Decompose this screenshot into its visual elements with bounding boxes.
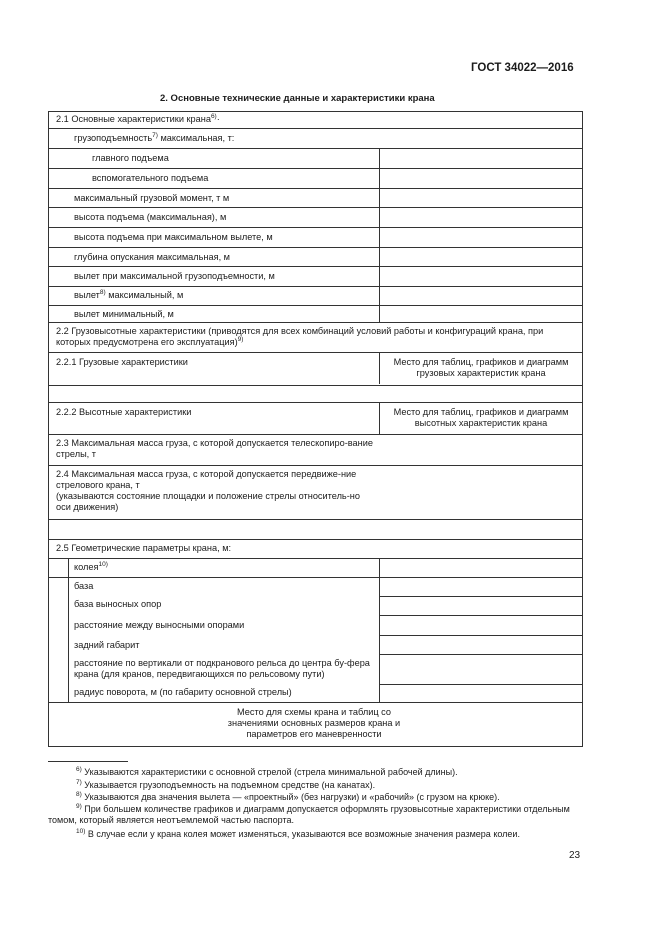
max-moment-label: максимальный грузовой момент, т м (74, 193, 230, 203)
row-lift-height (49, 207, 582, 227)
aux-hoist-label: вспомогательного подъема (92, 173, 209, 183)
lift-capacity-label: грузоподъемность$^{7)}$ максимальная, т: (74, 132, 235, 143)
lift-height-label: высота подъема (максимальная), м (74, 212, 227, 222)
row-blank (49, 519, 582, 539)
outrigger-base-label: база выносных опор (74, 599, 162, 609)
row-2-2-label: 2.2 Грузовысотные характеристики (приводятся для всех комбинаций условий работы и конфигураций крана, при которых предусмотрена его эксплуатация)$^{9)}$ (56, 326, 544, 348)
lift-height-max-reach-label: высота подъема при максимальном вылете, м (74, 232, 273, 242)
footnote-divider (48, 761, 128, 762)
row-2-2 (49, 322, 582, 352)
row-outrigger-base (49, 596, 582, 615)
footnote-7: $^{7)}$ Указывается грузоподъемность на подъемном средстве (на канатах). (76, 779, 376, 790)
row-2-2-2-label: 2.2.2 Высотные характеристики (56, 407, 192, 417)
row-2-2-1-label: 2.2.1 Грузовые характеристики (56, 357, 188, 367)
row-2-4-note: (указываются состояние площадки и положение стрелы относитель-но оси движения) (56, 491, 360, 513)
row-rear-clearance (49, 635, 582, 654)
load-chart-placeholder: Место для таблиц, графиков и диаграмм грузовых характеристик крана (379, 353, 582, 384)
base-label: база (74, 581, 94, 591)
rear-clearance-label: задний габарит (74, 640, 140, 650)
row-lift-capacity (49, 128, 582, 148)
row-2-5-label: 2.5 Геометрические параметры крана, м: (56, 543, 232, 553)
reach-max-load-label: вылет при максимальной грузоподъемности, м (74, 271, 275, 281)
row-reach-min (49, 305, 582, 322)
row-2-4-label: 2.4 Максимальная масса груза, с которой допускается передвиже-ние стрелового крана, т (указываются состояние площадки и положение стрелы относитель-но оси движения) (53, 466, 378, 519)
row-lift-height-max-reach (49, 227, 582, 247)
rail-buffer-label: расстояние по вертикали от подкранового рельса до центра бу-фера крана (для кранов, передвигающихся по рельсовому пути) (74, 658, 370, 680)
row-2-1 (49, 111, 582, 128)
main-hoist-label: главного подъема (92, 153, 169, 163)
row-2-1-label: 2.1 Основные характеристики крана$^{6)}$· (56, 113, 220, 124)
gauge-label: колея$^{10)}$ (74, 561, 108, 572)
row-gauge (49, 558, 582, 577)
turn-radius-label: радиус поворота, м (по габариту основной стрелы) (74, 687, 292, 697)
row-2-2-1 (49, 352, 582, 399)
row-outrigger-distance (49, 615, 582, 635)
height-chart-placeholder: Место для таблиц, графиков и диаграмм высотных характеристик крана (379, 403, 582, 434)
passport-form (48, 111, 583, 747)
footnote-6: $^{6)}$ Указываются характеристики с основной стрелой (стрела минимальной рабочей длины). (76, 766, 458, 777)
row-2-3 (49, 434, 582, 465)
lowering-depth-label: глубина опускания максимальная, м (74, 252, 230, 262)
section-title: 2. Основные технические данные и характеристики крана (160, 93, 435, 104)
row-scheme (49, 702, 582, 747)
row-2-4 (49, 465, 582, 519)
row-reach-max (49, 286, 582, 305)
row-lowering-depth (49, 247, 582, 266)
row-2-3-label: 2.3 Максимальная масса груза, с которой допускается телескопиро-вание стрелы, т (56, 438, 373, 460)
row-max-moment (49, 188, 582, 207)
row-turn-radius (49, 684, 582, 702)
footnote-10: $^{10)}$ В случае если у крана колея может изменяться, указываются все возможные значения размера колеи. (76, 828, 520, 839)
row-reach-max-load (49, 266, 582, 286)
row-rail-buffer (49, 654, 582, 684)
row-2-2-2 (49, 402, 582, 434)
outrigger-distance-label: расстояние между выносными опорами (74, 620, 245, 630)
row-main-hoist (49, 148, 582, 168)
reach-max-label: вылет$^{8)}$ максимальный, м (74, 289, 184, 300)
row-aux-hoist (49, 168, 582, 188)
footnote-9: $^{9)}$ При большем количестве графиков и диаграмм допускается оформлять грузовысотные характеристики отдельным томом, который является неотъемлемой частью паспорта. (48, 803, 570, 826)
footnote-8: $^{8)}$ Указываются два значения вылета — «проектный» (без нагрузки) и «рабочий» (с грузом на крюке). (76, 791, 500, 802)
row-base (49, 577, 582, 596)
reach-min-label: вылет минимальный, м (74, 309, 174, 319)
scheme-placeholder: Место для схемы крана и таблиц со значениями основных размеров крана и параметров его маневренности (227, 707, 401, 740)
document-code: ГОСТ 34022—2016 (471, 62, 574, 74)
row-2-5 (49, 539, 582, 558)
page-number: 23 (569, 850, 581, 861)
